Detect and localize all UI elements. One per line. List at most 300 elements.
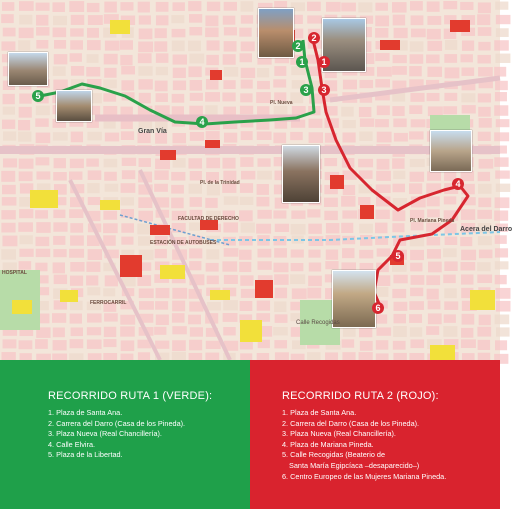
city-block <box>139 301 154 310</box>
city-block <box>377 106 390 116</box>
list-item-text: 5. Calle Recogidas (Beaterio de <box>282 450 386 460</box>
city-block <box>70 235 84 245</box>
city-block <box>121 197 134 205</box>
city-block <box>495 314 510 324</box>
city-block <box>427 16 441 25</box>
city-block <box>172 288 187 299</box>
city-block <box>171 172 185 181</box>
city-block <box>154 170 168 180</box>
monument <box>380 40 400 50</box>
city-block <box>122 158 136 166</box>
city-block <box>426 55 439 64</box>
red-route-marker-2[interactable]: 2 <box>308 32 320 44</box>
city-block <box>173 55 187 65</box>
city-block <box>2 236 17 247</box>
city-block <box>273 133 286 144</box>
public-building <box>60 290 78 302</box>
city-block <box>410 41 424 51</box>
city-block <box>411 15 424 25</box>
city-block <box>495 2 508 10</box>
monument <box>360 205 374 219</box>
city-block <box>71 66 84 76</box>
city-block <box>326 223 340 233</box>
city-block <box>239 262 251 272</box>
city-block <box>87 54 99 63</box>
city-block <box>393 275 407 284</box>
city-block <box>1 249 16 259</box>
city-block <box>36 222 50 233</box>
city-block <box>445 67 460 78</box>
city-block <box>324 158 337 166</box>
city-block <box>103 79 117 88</box>
city-block <box>445 237 458 245</box>
city-block <box>342 339 355 347</box>
city-block <box>360 235 372 246</box>
city-block <box>105 275 118 286</box>
city-block <box>443 275 456 284</box>
city-block <box>138 79 152 89</box>
city-block <box>70 262 84 272</box>
city-block <box>189 340 202 351</box>
red-route-marker-6[interactable]: 6 <box>372 302 384 314</box>
city-block <box>35 118 48 126</box>
city-block <box>427 209 440 217</box>
city-block <box>36 40 48 49</box>
city-block <box>154 184 168 192</box>
city-block <box>291 263 304 271</box>
city-block <box>189 54 204 64</box>
city-block <box>105 41 120 51</box>
city-block <box>377 67 392 77</box>
city-block <box>172 40 185 51</box>
city-block <box>494 132 509 141</box>
city-block <box>173 81 186 91</box>
city-block <box>189 106 203 116</box>
city-block <box>495 170 510 178</box>
city-block <box>139 15 151 24</box>
green-route-marker-1[interactable]: 1 <box>296 56 308 68</box>
city-block <box>36 157 50 165</box>
city-block <box>274 66 286 76</box>
city-block <box>309 263 321 272</box>
city-block <box>275 224 289 232</box>
city-block <box>256 224 271 234</box>
city-block <box>19 15 32 25</box>
city-block <box>103 211 117 220</box>
city-block <box>172 106 184 115</box>
monument <box>450 20 470 32</box>
monument <box>330 175 344 189</box>
city-block <box>461 262 476 271</box>
city-block <box>18 132 31 142</box>
red-route-marker-3[interactable]: 3 <box>318 84 330 96</box>
map-label-hospital: HOSPITAL <box>2 270 27 276</box>
city-block <box>343 327 356 337</box>
city-block <box>88 249 102 260</box>
city-block <box>69 171 82 179</box>
city-block <box>156 67 168 75</box>
city-block <box>156 288 170 298</box>
city-block <box>411 29 426 38</box>
city-block <box>206 131 220 140</box>
city-block <box>139 29 153 40</box>
city-block <box>290 132 303 140</box>
city-block <box>479 315 491 326</box>
city-block <box>411 119 426 127</box>
city-block <box>393 184 405 193</box>
city-block <box>139 158 151 167</box>
city-block <box>443 1 457 9</box>
map-label-mariana-pineda: Pl. Mariana Pineda <box>410 218 455 224</box>
city-block <box>478 27 492 36</box>
map-label-ferrocarril: FERROCARRIL <box>90 300 127 306</box>
city-block <box>88 170 102 180</box>
city-block <box>443 248 457 257</box>
city-block <box>104 313 118 321</box>
city-block <box>138 53 152 63</box>
city-block <box>172 340 186 351</box>
city-block <box>120 315 135 325</box>
city-block <box>291 224 306 235</box>
monument <box>150 225 170 235</box>
city-block <box>138 197 152 208</box>
city-block <box>460 2 473 10</box>
city-block <box>308 276 322 287</box>
map-label-estacion: ESTACIÓN DE AUTOBUSES <box>150 240 217 246</box>
city-block <box>206 79 219 89</box>
city-block <box>18 222 33 231</box>
city-block <box>70 314 82 324</box>
city-block <box>394 133 408 142</box>
city-block <box>70 28 83 36</box>
city-block <box>358 159 373 167</box>
city-block <box>375 28 388 38</box>
city-block <box>121 237 133 245</box>
photo-mariana-pineda <box>430 130 472 172</box>
monument <box>120 255 142 277</box>
city-block <box>53 262 65 273</box>
city-block <box>444 261 457 271</box>
city-block <box>377 132 392 143</box>
city-block <box>138 66 152 75</box>
city-block <box>494 40 509 50</box>
city-block <box>3 339 17 348</box>
city-block <box>239 210 253 221</box>
city-block <box>375 15 389 26</box>
photo-beaterio <box>282 145 320 203</box>
city-block <box>462 105 476 113</box>
city-block <box>359 224 373 234</box>
city-block <box>409 183 422 194</box>
city-block <box>87 40 101 50</box>
city-block <box>222 92 235 101</box>
city-block <box>495 54 510 63</box>
city-block <box>375 79 390 87</box>
city-block <box>461 67 474 75</box>
city-block <box>103 223 118 233</box>
city-block <box>257 210 271 219</box>
city-block <box>2 2 14 11</box>
city-block <box>241 223 255 233</box>
city-block <box>52 313 66 323</box>
city-block <box>444 93 457 101</box>
city-block <box>376 340 389 349</box>
route-legend <box>0 360 500 509</box>
city-block <box>103 106 117 116</box>
city-block <box>377 248 391 256</box>
city-block <box>205 92 220 102</box>
public-building <box>100 200 120 210</box>
city-block <box>376 287 389 297</box>
city-block <box>88 197 101 205</box>
city-block <box>223 80 235 89</box>
city-block <box>1 14 14 23</box>
city-block <box>342 210 357 218</box>
city-block <box>478 2 491 13</box>
red-route-marker-4[interactable]: 4 <box>452 178 464 190</box>
city-block <box>359 107 371 117</box>
city-block <box>240 1 253 11</box>
city-block <box>392 289 406 298</box>
city-block <box>3 131 16 140</box>
city-block <box>359 131 372 141</box>
city-block <box>1 223 15 233</box>
city-block <box>375 119 389 127</box>
city-block <box>19 209 33 218</box>
city-block <box>410 250 424 260</box>
city-block <box>478 340 490 350</box>
city-block <box>359 250 373 259</box>
red-route-legend <box>250 360 500 509</box>
city-block <box>428 106 443 116</box>
city-block <box>224 2 237 11</box>
city-block <box>427 41 442 51</box>
city-block <box>241 41 255 51</box>
city-block <box>53 27 67 37</box>
city-block <box>478 67 493 76</box>
city-block <box>207 40 220 50</box>
city-block <box>52 2 64 12</box>
city-blocks <box>1 1 510 364</box>
city-block <box>393 171 405 179</box>
city-block <box>477 14 490 25</box>
city-block <box>224 248 239 257</box>
city-block <box>376 327 391 335</box>
city-block <box>103 93 116 101</box>
city-block <box>54 275 67 284</box>
city-block <box>273 327 288 335</box>
city-block <box>428 262 442 273</box>
city-block <box>495 275 507 284</box>
city-block <box>239 28 251 37</box>
city-block <box>239 250 251 260</box>
city-block <box>2 197 17 206</box>
city-block <box>341 196 355 207</box>
city-block <box>427 93 440 101</box>
city-block <box>87 327 101 335</box>
city-block <box>410 288 423 296</box>
city-block <box>409 301 424 310</box>
city-block <box>241 68 255 78</box>
city-block <box>427 289 439 300</box>
city-block <box>19 107 32 118</box>
city-block <box>207 2 220 11</box>
city-block <box>171 185 184 194</box>
city-block <box>87 340 102 349</box>
city-block <box>53 172 67 181</box>
city-block <box>3 94 15 104</box>
city-block <box>155 249 167 258</box>
city-block <box>426 275 440 285</box>
city-block <box>155 81 168 92</box>
city-block <box>224 41 237 51</box>
city-block <box>479 118 492 128</box>
public-building <box>160 265 185 279</box>
list-item: 3. Plaza Nueva (Real Chancillería). <box>282 429 396 439</box>
city-block <box>19 340 33 349</box>
city-block <box>223 313 238 322</box>
city-block <box>495 248 508 257</box>
city-block <box>2 185 16 194</box>
city-block <box>341 3 356 12</box>
red-route-marker-1[interactable]: 1 <box>318 56 330 68</box>
city-block <box>307 288 321 299</box>
list-item: 1. Plaza de Santa Ana. <box>48 408 123 417</box>
city-block <box>427 237 441 245</box>
city-block <box>171 15 184 23</box>
city-block <box>496 288 511 299</box>
city-block <box>477 275 492 283</box>
city-block <box>240 106 253 114</box>
map-label-recogidas: Calle Recogidas <box>296 320 340 326</box>
city-block <box>494 67 506 77</box>
city-block <box>104 68 116 78</box>
green-route-marker-4[interactable]: 4 <box>196 116 208 128</box>
city-block <box>190 93 203 101</box>
green-route-marker-3[interactable]: 3 <box>300 84 312 96</box>
city-block <box>69 1 84 12</box>
city-block <box>274 301 286 312</box>
green-route-marker-5[interactable]: 5 <box>32 90 44 102</box>
city-block <box>223 327 235 335</box>
city-block <box>324 198 338 207</box>
list-item: 4. Calle Elvira. <box>48 439 96 449</box>
city-block <box>155 159 170 170</box>
city-block <box>190 80 202 91</box>
city-block <box>307 15 322 23</box>
city-block <box>256 92 271 103</box>
city-block <box>427 67 442 77</box>
city-block <box>343 185 355 195</box>
city-block <box>155 341 169 349</box>
city-block <box>257 249 271 258</box>
city-block <box>394 314 406 323</box>
city-block <box>54 158 66 168</box>
city-block <box>87 132 101 140</box>
city-block <box>409 131 423 139</box>
city-block <box>121 131 134 140</box>
city-block <box>443 106 457 114</box>
red-route-marker-5[interactable]: 5 <box>392 250 404 262</box>
monument <box>205 140 220 148</box>
city-block <box>71 15 84 25</box>
city-block <box>257 261 271 270</box>
green-route-legend <box>0 360 250 509</box>
city-block <box>292 288 307 299</box>
city-block <box>410 1 423 10</box>
green-route-marker-2[interactable]: 2 <box>292 40 304 52</box>
city-block <box>478 107 491 117</box>
city-block <box>444 288 456 298</box>
city-block <box>410 54 424 63</box>
monument <box>160 150 176 160</box>
city-block <box>35 210 48 218</box>
city-block <box>3 158 17 167</box>
city-block <box>156 315 169 325</box>
city-block <box>53 66 66 76</box>
city-block <box>461 209 475 220</box>
city-block <box>275 288 287 299</box>
city-block <box>410 159 425 167</box>
city-block <box>36 133 51 144</box>
city-block <box>224 67 238 77</box>
city-block <box>392 93 405 102</box>
city-block <box>206 158 220 168</box>
city-block <box>308 224 322 234</box>
photo-calle-elvira <box>56 90 92 122</box>
city-block <box>103 235 116 245</box>
city-block <box>461 328 473 338</box>
list-item: 6. Centro Europeo de las Mujeres Mariana Pineda. <box>282 471 447 481</box>
city-block <box>138 236 150 245</box>
city-block <box>173 133 187 143</box>
city-block <box>87 28 99 38</box>
city-block <box>307 209 320 217</box>
city-block <box>224 196 239 204</box>
city-block <box>70 53 82 62</box>
city-block <box>20 235 33 244</box>
city-block <box>427 171 441 180</box>
city-block <box>205 198 217 208</box>
map-label-gran-via: Gran Vía <box>138 128 167 135</box>
city-block <box>410 339 424 348</box>
city-block <box>460 237 472 246</box>
list-item: 2. Carrera del Darro (Casa de los Pineda). <box>48 418 186 428</box>
city-block <box>70 339 84 348</box>
city-block <box>308 250 320 258</box>
city-block <box>69 249 84 258</box>
monument <box>255 280 273 298</box>
city-block <box>494 210 508 220</box>
city-block <box>241 131 253 140</box>
city-block <box>70 301 83 310</box>
city-block <box>358 197 370 205</box>
city-block <box>376 171 391 181</box>
city-block <box>496 15 511 24</box>
city-block <box>53 340 67 350</box>
city-block <box>360 80 374 88</box>
city-block <box>87 287 100 295</box>
city-block <box>189 248 202 258</box>
city-block <box>410 93 424 102</box>
city-block <box>325 261 338 269</box>
city-block <box>426 326 439 335</box>
city-block <box>188 41 201 51</box>
city-block <box>409 105 422 114</box>
city-block <box>138 2 150 13</box>
city-block <box>224 275 238 284</box>
city-block <box>394 28 408 38</box>
